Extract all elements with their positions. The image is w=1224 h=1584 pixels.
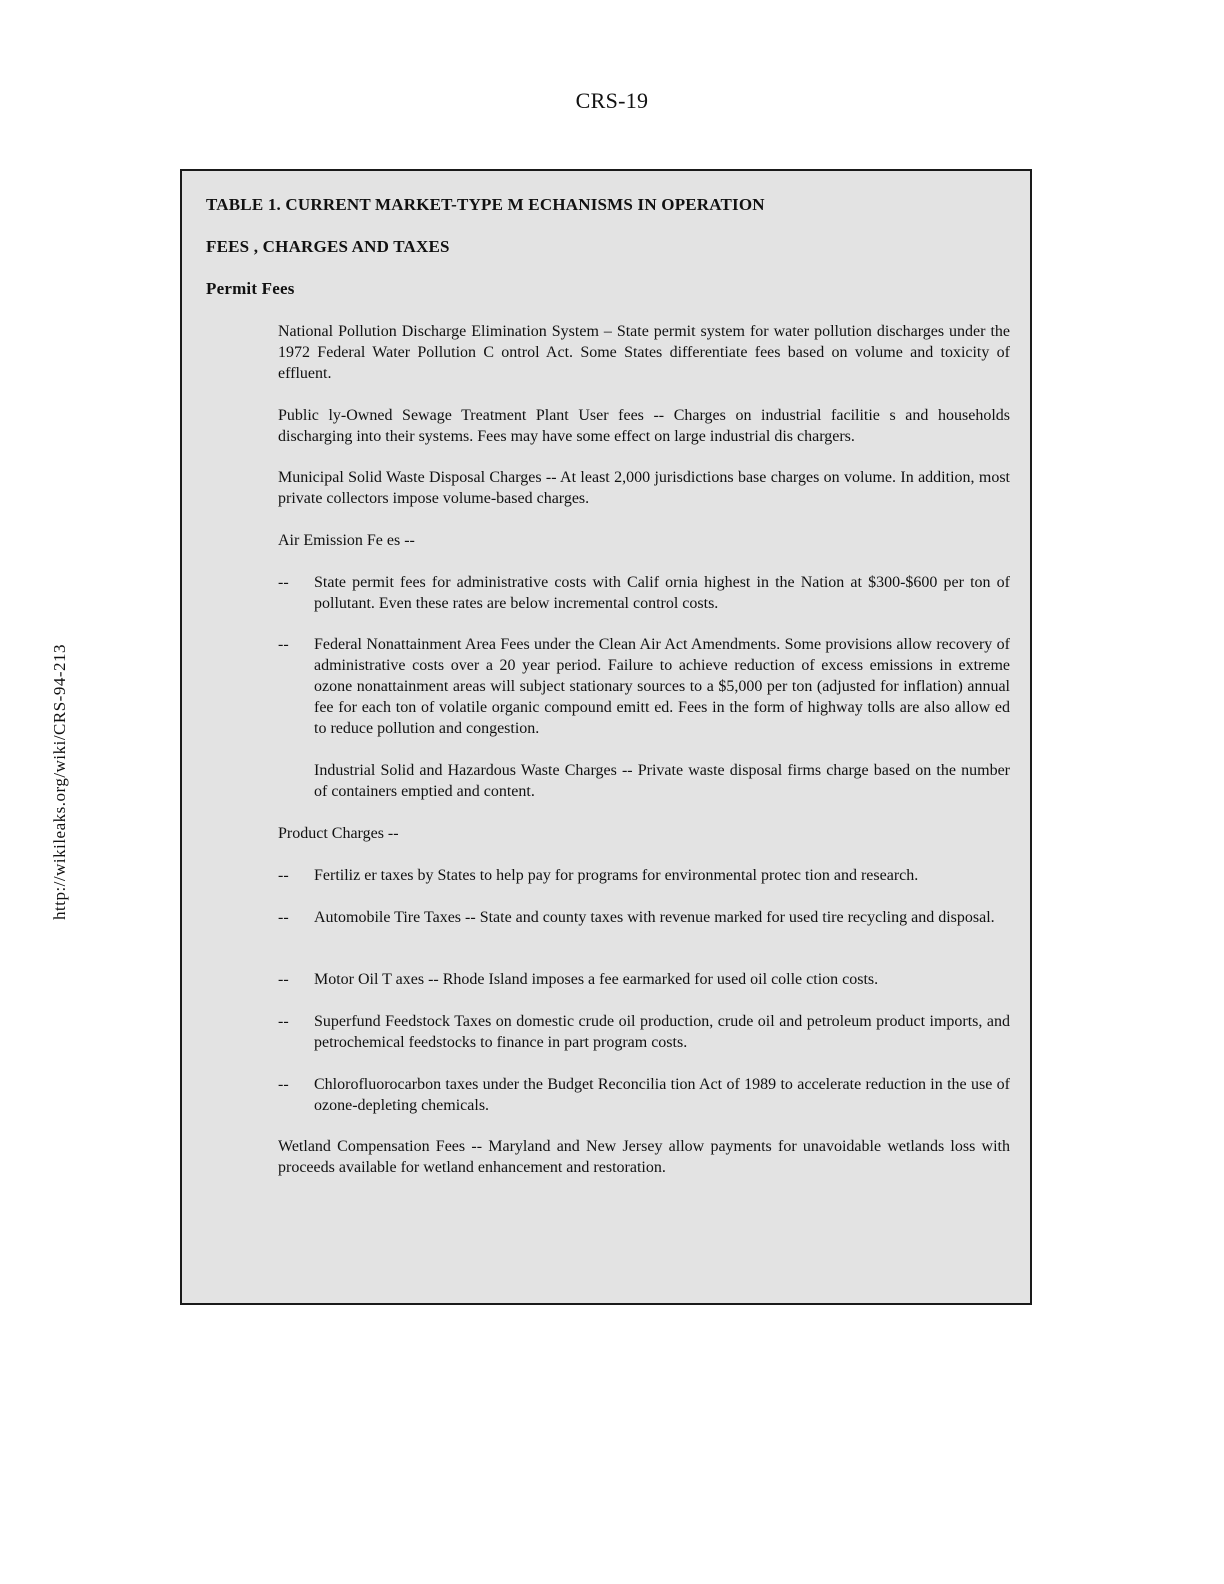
table-box [180, 169, 1032, 1305]
dash-bullet: -- [278, 867, 289, 884]
list-item [278, 969, 1010, 990]
list-item-text: Motor Oil T axes -- Rhode Island imposes a fee earmarked for used oil colle ction costs. [314, 971, 879, 988]
list-item [278, 865, 1010, 886]
paragraph-potw: Public ly-Owned Sewage Treatment Plant User fees -- Charges on industrial facilitie s and households discharging into their systems. Fees may have some effect on large industrial dis chargers. [278, 407, 1010, 445]
subheading-permit-fees: Permit Fees [206, 279, 295, 298]
label-product-charges: Product Charges -- [278, 825, 399, 842]
list-item-text: Automobile Tire Taxes -- State and county taxes with revenue marked for used tire recycling and disposal. [314, 909, 995, 926]
list-item [278, 907, 1010, 928]
dash-bullet: -- [278, 909, 289, 926]
dash-bullet: -- [278, 574, 289, 591]
paragraph-industrial-waste: Industrial Solid and Hazardous Waste Charges -- Private waste disposal firms charge based on the number of containers emptied and content. [314, 762, 1010, 800]
list-item [278, 572, 1010, 614]
label-air-emission-fees: Air Emission Fe es -- [278, 532, 415, 549]
list-item-text: State permit fees for administrative costs with Calif ornia highest in the Nation at $300-$600 per ton of pollutant. Even these rates are below incremental control costs. [314, 574, 1010, 612]
dash-bullet: -- [278, 1076, 289, 1093]
list-item-text: Federal Nonattainment Area Fees under the Clean Air Act Amendments. Some provisions allow recovery of administrative costs over a 20 year period. Failure to achieve reduction of excess emissions in extreme ozone nonattainment areas will subject stationary sources to a $5,000 per ton (adjusted for inflation) annual fee for each ton of volatile organic compound emitt ed. Fees in the form of highway tolls are also allow ed to reduce pollution and congestion. [314, 636, 1010, 737]
list-item-text: Chlorofluorocarbon taxes under the Budget Reconcilia tion Act of 1989 to accelerate reduction in the use of ozone-depleting chemicals. [314, 1076, 1010, 1114]
dash-bullet: -- [278, 971, 289, 988]
dash-bullet: -- [278, 1013, 289, 1030]
list-item [278, 1011, 1010, 1053]
dash-bullet: -- [278, 636, 289, 653]
list-item-text: Superfund Feedstock Taxes on domestic crude oil production, crude oil and petroleum product imports, and petrochemical feedstocks to finance in part program costs. [314, 1013, 1010, 1051]
list-item [278, 1074, 1010, 1116]
side-watermark-url: http://wikileaks.org/wiki/CRS-94-213 [50, 644, 69, 920]
section-heading: FEES , CHARGES AND TAXES [206, 237, 450, 256]
list-item [278, 634, 1010, 739]
paragraph-npdes: National Pollution Discharge Elimination System – State permit system for water pollution discharges under the 1972 Federal Water Pollution C ontrol Act. Some States differentiate fees based on volume and toxicity of effluent. [278, 323, 1010, 382]
list-item-text: Fertiliz er taxes by States to help pay for programs for environmental protec tion and research. [314, 867, 919, 884]
page-number-header: CRS-19 [575, 88, 649, 113]
paragraph-msw: Municipal Solid Waste Disposal Charges -- At least 2,000 jurisdictions base charges on volume. In addition, most private collectors impose volume-based charges. [278, 469, 1010, 507]
paragraph-wetland: Wetland Compensation Fees -- Maryland and New Jersey allow payments for unavoidable wetlands loss with proceeds available for wetland enhancement and restoration. [278, 1138, 1010, 1176]
table-title: TABLE 1. CURRENT MARKET-TYPE M ECHANISMS IN OPERATION [206, 195, 765, 214]
